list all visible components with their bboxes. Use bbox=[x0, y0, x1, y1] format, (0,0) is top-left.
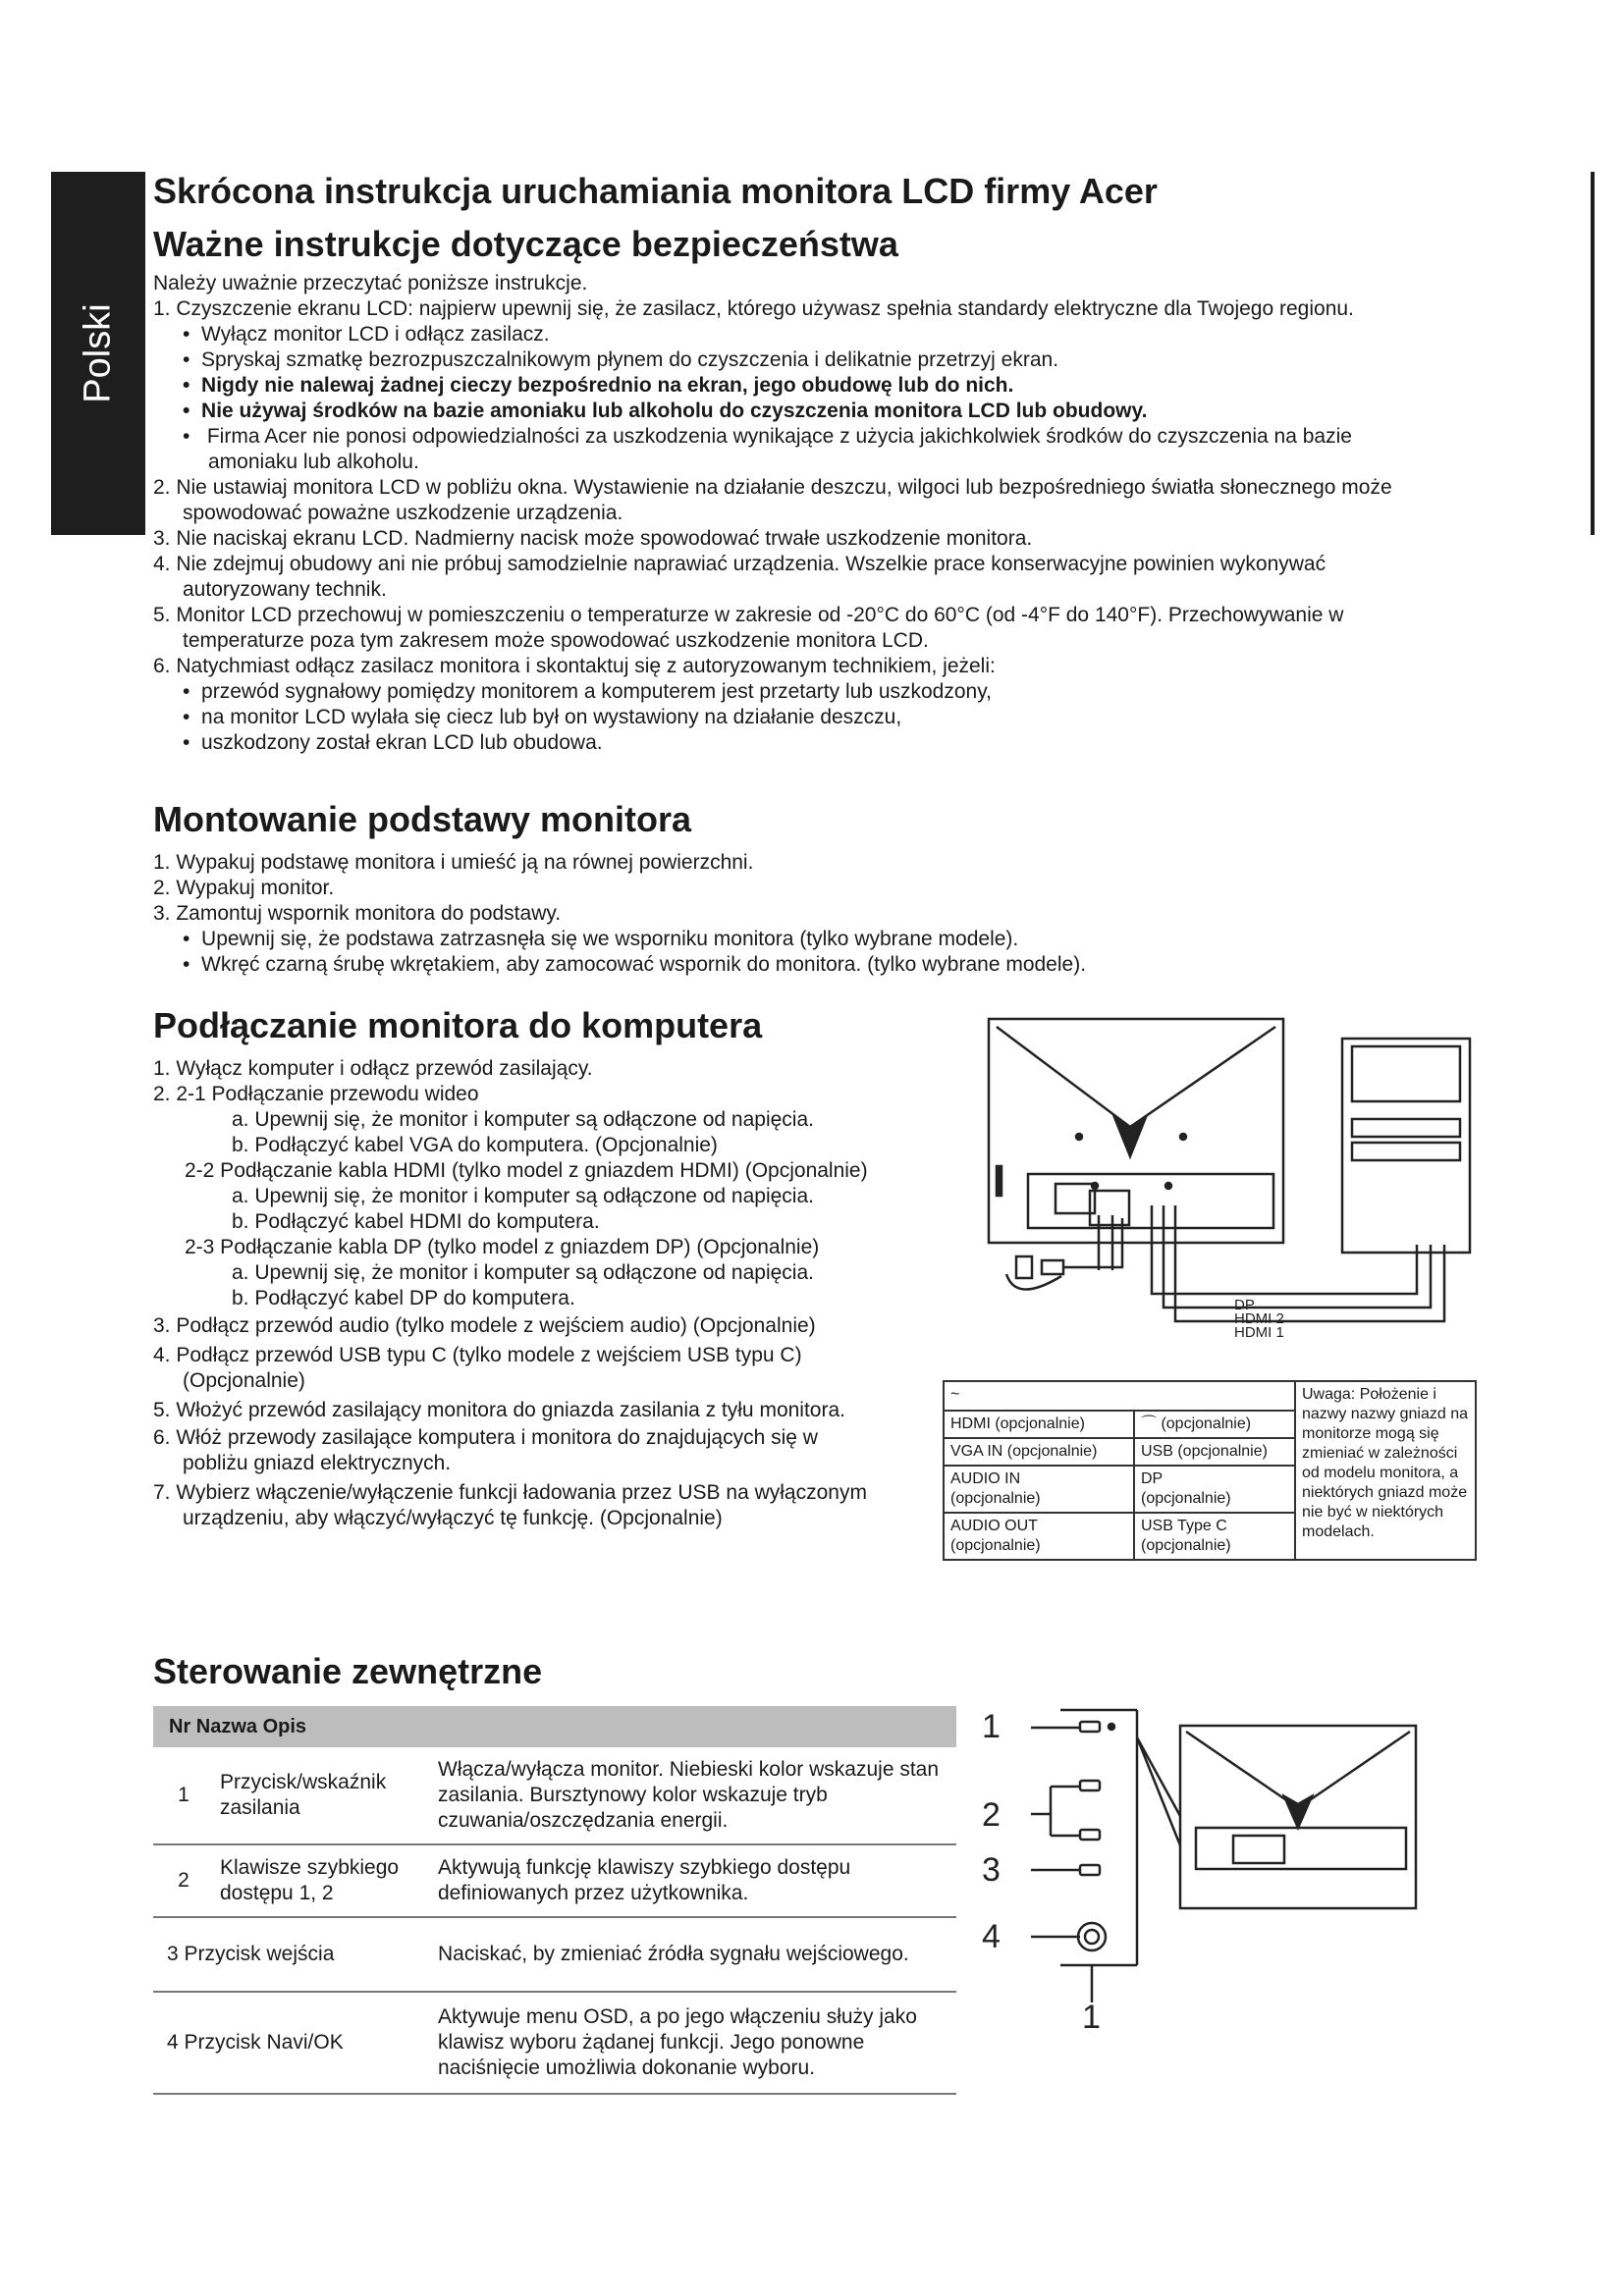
dp-label: DP bbox=[1234, 1297, 1255, 1313]
port-usb: USB (opcjonalnie) bbox=[1134, 1438, 1295, 1466]
connect-substep: a. Upewnij się, że monitor i komputer są odłączone od napięcia. bbox=[232, 1261, 814, 1284]
port-hdmi: HDMI (opcjonalnie) bbox=[944, 1411, 1134, 1438]
port-audio-in: AUDIO IN (opcjonalnie) bbox=[944, 1466, 1134, 1513]
connection-diagram bbox=[977, 1009, 1488, 1362]
ports-note: Uwaga: Położenie i nazwy nazwy gniazd na monitorze mogą się zmieniać w zależności od modelu monitora, a niektórych gniazd może nie być w niektórych modelach. bbox=[1295, 1381, 1476, 1560]
connect-substep: a. Upewnij się, że monitor i komputer są odłączone od napięcia. bbox=[232, 1108, 814, 1131]
safety-item-1-bullet: • Nie używaj środków na bazie amoniaku lub alkoholu do czyszczenia monitora LCD lub obudowy. bbox=[183, 400, 1148, 422]
right-edge-bar bbox=[1591, 172, 1595, 535]
safety-intro: Należy uważnie przeczytać poniższe instrukcje. bbox=[153, 272, 588, 294]
table-row: 2 Klawisze szybkiego dostępu 1, 2 Aktywują funkcję klawiszy szybkiego dostępu definiowanych przez użytkownika. bbox=[153, 1844, 956, 1917]
connect-list bbox=[153, 1056, 939, 1531]
safety-heading: Ważne instrukcje dotyczące bezpieczeństwa bbox=[153, 224, 898, 264]
control-table bbox=[153, 1706, 956, 2095]
ports-table-wrap bbox=[943, 1380, 1477, 1561]
table-row: 3 Przycisk wejścia Naciskać, by zmieniać źródła sygnału wejściowego. bbox=[153, 1917, 956, 1992]
connect-step-4: 4. Podłącz przewód USB typu C (tylko modele z wejściem USB typu C) bbox=[153, 1344, 802, 1366]
connect-step-3: 3. Podłącz przewód audio (tylko modele z wejściem audio) (Opcjonalnie) bbox=[153, 1314, 816, 1337]
safety-item-1-bullet: • Nigdy nie nalewaj żadnej cieczy bezpośrednio na ekran, jego obudowę lub do nich. bbox=[183, 374, 1014, 397]
safety-item-6-bullet: • przewód sygnałowy pomiędzy monitorem a komputerem jest przetarty lub uszkodzony, bbox=[183, 680, 992, 703]
connect-substep-title: 2-2 Podłączanie kabla HDMI (tylko model z gniazdem HDMI) (Opcjonalnie) bbox=[185, 1159, 868, 1182]
port-audio-out: AUDIO OUT (opcjonalnie) bbox=[944, 1513, 1134, 1560]
connect-heading: Podłączanie monitora do komputera bbox=[153, 1005, 763, 1045]
mount-step-3-bullet: • Wkręć czarną śrubę wkrętakiem, aby zamocować wspornik do monitora. (tylko wybrane modele). bbox=[183, 953, 1087, 976]
headphone-icon: ⌒ bbox=[1141, 1415, 1162, 1432]
safety-item-1: 1. Czyszczenie ekranu LCD: najpierw upewnij się, że zasilacz, którego używasz spełnia standardy elektryczne dla Twojego regionu. bbox=[153, 297, 1354, 320]
connect-step-1: 1. Wyłącz komputer i odłącz przewód zasilający. bbox=[153, 1057, 593, 1080]
port-vga: VGA IN (opcjonalnie) bbox=[944, 1438, 1134, 1466]
safety-item-6-bullet: • uszkodzony został ekran LCD lub obudowa. bbox=[183, 731, 603, 754]
language-tab bbox=[51, 172, 145, 535]
hdmi2-label: HDMI 2 bbox=[1234, 1310, 1284, 1327]
connect-substep: a. Upewnij się, że monitor i komputer są odłączone od napięcia. bbox=[232, 1185, 814, 1207]
safety-item-6: 6. Natychmiast odłącz zasilacz monitora i skontaktuj się z autoryzowanym technikiem, jeżeli: bbox=[153, 655, 996, 677]
mount-heading: Montowanie podstawy monitora bbox=[153, 799, 692, 839]
connect-step-5: 5. Włożyć przewód zasilający monitora do gniazda zasilania z tyłu monitora. bbox=[153, 1399, 845, 1421]
connect-step-7: 7. Wybierz włączenie/wyłączenie funkcji ładowania przez USB na wyłączonym bbox=[153, 1481, 867, 1504]
callout-4: 4 bbox=[982, 1918, 1001, 1955]
mount-step-3-bullet: • Upewnij się, że podstawa zatrzasnęła się we wsporniku monitora (tylko wybrane modele). bbox=[183, 928, 1019, 950]
port-dp: DP (opcjonalnie) bbox=[1134, 1466, 1295, 1513]
page-title: Skrócona instrukcja uruchamiania monitora LCD firmy Acer bbox=[153, 171, 1158, 211]
safety-item-6-bullet: • na monitor LCD wylała się ciecz lub był on wystawiony na działanie deszczu, bbox=[183, 706, 902, 728]
safety-item-5-cont: temperaturze poza tym zakresem może spowodować uszkodzenie monitora LCD. bbox=[183, 629, 929, 652]
callout-1-bottom: 1 bbox=[1082, 1999, 1101, 2032]
table-row: 1 Przycisk/wskaźnik zasilania Włącza/wyłącza monitor. Niebieski kolor wskazuje stan zasilania. Bursztynowy kolor wskazuje tryb czuwania/oszczędzania energii. bbox=[153, 1747, 956, 1844]
port-headphone: ⌒ (opcjonalnie) bbox=[1134, 1411, 1295, 1438]
connect-substep: b. Podłączyć kabel VGA do komputera. (Opcjonalnie) bbox=[232, 1134, 718, 1156]
callout-2: 2 bbox=[982, 1796, 1001, 1834]
connect-substep-title: 2-3 Podłączanie kabla DP (tylko model z gniazdem DP) (Opcjonalnie) bbox=[185, 1236, 820, 1258]
safety-item-1-bullet: • Wyłącz monitor LCD i odłącz zasilacz. bbox=[183, 323, 550, 346]
safety-item-5: 5. Monitor LCD przechowuj w pomieszczeniu o temperaturze w zakresie od -20°C do 60°C (od -4°F do 140°F). Przechowywanie w bbox=[153, 604, 1344, 626]
port-usb-c: USB Type C (opcjonalnie) bbox=[1134, 1513, 1295, 1560]
connect-step-6: 6. Włóż przewody zasilające komputera i monitora do znajdujących się w bbox=[153, 1426, 818, 1449]
callout-3: 3 bbox=[982, 1851, 1001, 1889]
table-row: 4 Przycisk Navi/OK Aktywuje menu OSD, a po jego włączeniu służy jako klawisz wyboru żądanej funkcji. Jego ponowne naciśnięcie umożliwia dokonanie wyboru. bbox=[153, 1992, 956, 2094]
external-heading: Sterowanie zewnętrzne bbox=[153, 1651, 543, 1691]
connect-step-7-cont: urządzeniu, aby włączyć/wyłączyć tę funkcję. (Opcjonalnie) bbox=[183, 1507, 723, 1529]
language-label: Polski bbox=[77, 303, 119, 403]
safety-item-4-cont: autoryzowany technik. bbox=[183, 578, 387, 601]
connect-step-4-cont: (Opcjonalnie) bbox=[183, 1369, 305, 1392]
safety-item-2-cont: spowodować poważne uszkodzenie urządzenia. bbox=[183, 502, 623, 524]
safety-list bbox=[153, 271, 1567, 756]
controls-diagram bbox=[972, 1698, 1502, 2032]
mount-step-1: 1. Wypakuj podstawę monitora i umieść ją na równej powierzchni. bbox=[153, 851, 754, 874]
connect-substep: b. Podłączyć kabel DP do komputera. bbox=[232, 1287, 575, 1309]
connect-step-2: 2. 2-1 Podłączanie przewodu wideo bbox=[153, 1083, 479, 1105]
safety-item-1-bullet: • Firma Acer nie ponosi odpowiedzialności za uszkodzenia wynikające z użycia jakichkolwiek środków do czyszczenia na bazie bbox=[183, 425, 1352, 448]
control-table-header: Nr Nazwa Opis bbox=[153, 1706, 956, 1747]
safety-item-1-bullet: • Spryskaj szmatkę bezrozpuszczalnikowym płynem do czyszczenia i delikatnie przetrzyj ekran. bbox=[183, 348, 1059, 371]
safety-item-1-bullet-cont: amoniaku lub alkoholu. bbox=[208, 451, 419, 473]
safety-item-3: 3. Nie naciskaj ekranu LCD. Nadmierny nacisk może spowodować trwałe uszkodzenie monitora. bbox=[153, 527, 1033, 550]
safety-item-2: 2. Nie ustawiaj monitora LCD w pobliżu okna. Wystawienie na działanie deszczu, wilgoci lub bezpośredniego światła słonecznego może bbox=[153, 476, 1392, 499]
callout-1: 1 bbox=[982, 1708, 1001, 1745]
mount-step-2: 2. Wypakuj monitor. bbox=[153, 877, 335, 899]
control-table-wrap bbox=[153, 1706, 956, 2095]
mount-step-3: 3. Zamontuj wspornik monitora do podstawy. bbox=[153, 902, 562, 925]
mount-list bbox=[153, 850, 1331, 978]
safety-item-4: 4. Nie zdejmuj obudowy ani nie próbuj samodzielnie naprawiać urządzenia. Wszelkie prace konserwacyjne powinien wykonywać bbox=[153, 553, 1326, 575]
pc-tower-outline bbox=[1342, 1039, 1470, 1253]
port-power: ~ bbox=[944, 1381, 1295, 1411]
hdmi1-label: HDMI 1 bbox=[1234, 1324, 1284, 1341]
connect-substep: b. Podłączyć kabel HDMI do komputera. bbox=[232, 1210, 600, 1233]
connect-step-6-cont: pobliżu gniazd elektrycznych. bbox=[183, 1452, 452, 1474]
ports-table bbox=[943, 1380, 1477, 1561]
